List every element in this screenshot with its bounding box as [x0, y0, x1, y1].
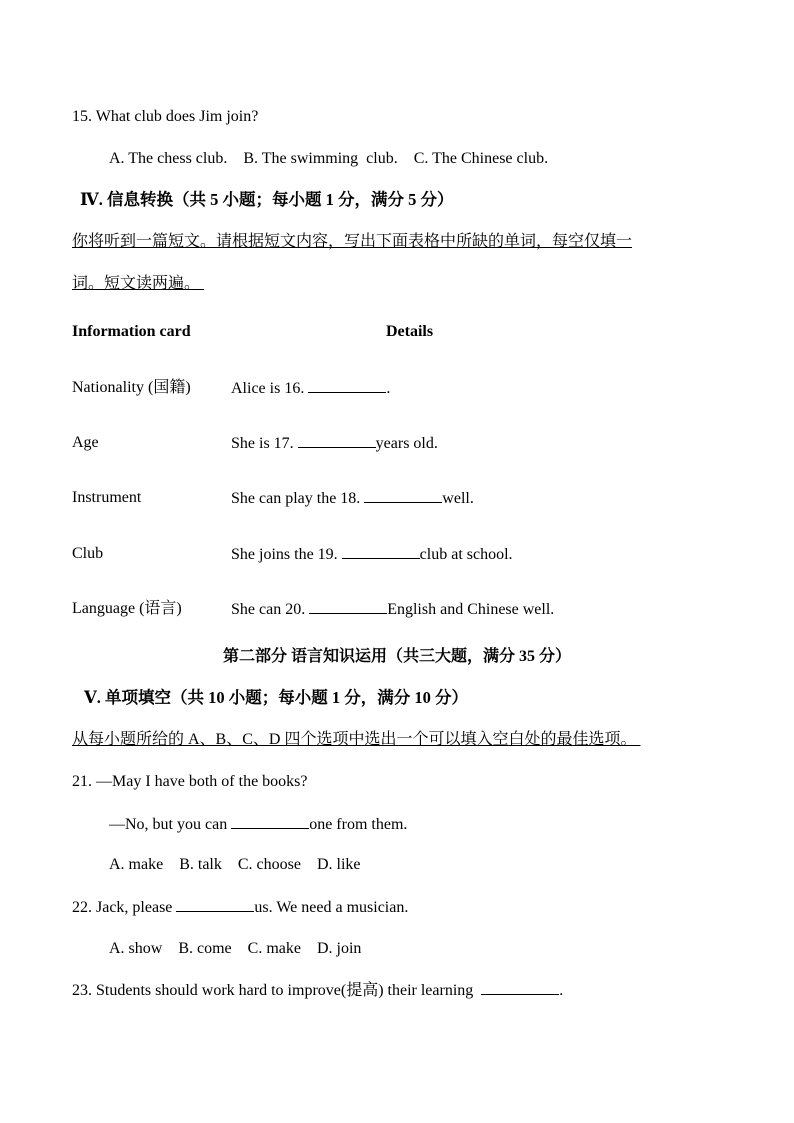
instruction-trail	[636, 730, 642, 750]
answer-blank-16[interactable]	[308, 378, 386, 393]
detail-before: She can 20.	[231, 601, 310, 618]
card-row-label: Instrument	[72, 489, 142, 506]
detail-after: years old.	[375, 435, 438, 452]
stem-before: 23. Students should work hard to improve(提高) their learning	[72, 982, 482, 999]
card-row-detail	[231, 599, 554, 620]
detail-before: She is 17.	[231, 435, 298, 452]
part-2-title: 第二部分 语言知识运用（共三大题，满分 35 分）	[222, 648, 571, 665]
card-header-left: Information card	[72, 323, 191, 340]
detail-before: She can play the 18.	[231, 490, 365, 507]
instruction-line2-text: 词。短文读两遍。	[72, 275, 201, 292]
card-row-detail	[231, 544, 513, 565]
question-21-options: A. make B. talk C. choose D. like	[109, 856, 361, 873]
stem-after: .	[559, 982, 564, 999]
card-row-label: Club	[72, 545, 104, 562]
answer-blank-23[interactable]	[481, 980, 559, 995]
section-5-instruction	[72, 730, 642, 750]
question-23-stem	[72, 980, 563, 1001]
stem-before: 22. Jack, please	[72, 899, 177, 916]
answer-blank-17[interactable]	[298, 433, 376, 448]
detail-after: .	[386, 380, 391, 397]
question-21-reply	[109, 814, 407, 835]
card-row-label: Nationality (国籍)	[72, 379, 191, 396]
answer-blank-19[interactable]	[342, 544, 420, 559]
section-4-title: Ⅳ. 信息转换（共 5 小题；每小题 1 分，满分 5 分）	[80, 190, 454, 209]
reply-after: one from them.	[309, 816, 408, 833]
section-5-title: Ⅴ. 单项填空（共 10 小题；每小题 1 分，满分 10 分）	[84, 688, 469, 707]
detail-before: She joins the 19.	[231, 546, 342, 563]
question-15-stem: 15. What club does Jim join?	[72, 108, 259, 125]
detail-after: English and Chinese well.	[387, 601, 555, 618]
section-5-instruction-text: 从每小题所给的 A、B、C、D 四个选项中选出一个可以填入空白处的最佳选项。	[72, 731, 637, 748]
answer-blank-22[interactable]	[176, 897, 254, 912]
answer-blank-21[interactable]	[231, 814, 309, 829]
card-row-detail	[231, 433, 438, 454]
question-21-stem: 21. —May I have both of the books?	[72, 773, 308, 790]
card-row-detail	[231, 378, 390, 399]
answer-blank-18[interactable]	[364, 488, 442, 503]
reply-before: —No, but you can	[109, 816, 232, 833]
card-row-detail	[231, 488, 474, 509]
detail-before: Alice is 16.	[231, 380, 309, 397]
question-22-options: A. show B. come C. make D. join	[109, 940, 362, 957]
instruction-line2-trail	[200, 274, 228, 294]
card-row-label: Language (语言)	[72, 600, 182, 617]
card-header-right: Details	[386, 323, 434, 340]
question-15-options: A. The chess club. B. The swimming club. C. The Chinese club.	[109, 150, 549, 167]
section-4-instruction-line1: 你将听到一篇短文。请根据短文内容，写出下面表格中所缺的单词，每空仅填一	[72, 233, 633, 250]
section-4-instruction-line2	[72, 274, 228, 294]
question-22-stem	[72, 897, 408, 918]
stem-after: us. We need a musician.	[254, 899, 409, 916]
detail-after: club at school.	[419, 546, 513, 563]
detail-after: well.	[442, 490, 474, 507]
card-row-label: Age	[72, 434, 99, 451]
answer-blank-20[interactable]	[309, 599, 387, 614]
